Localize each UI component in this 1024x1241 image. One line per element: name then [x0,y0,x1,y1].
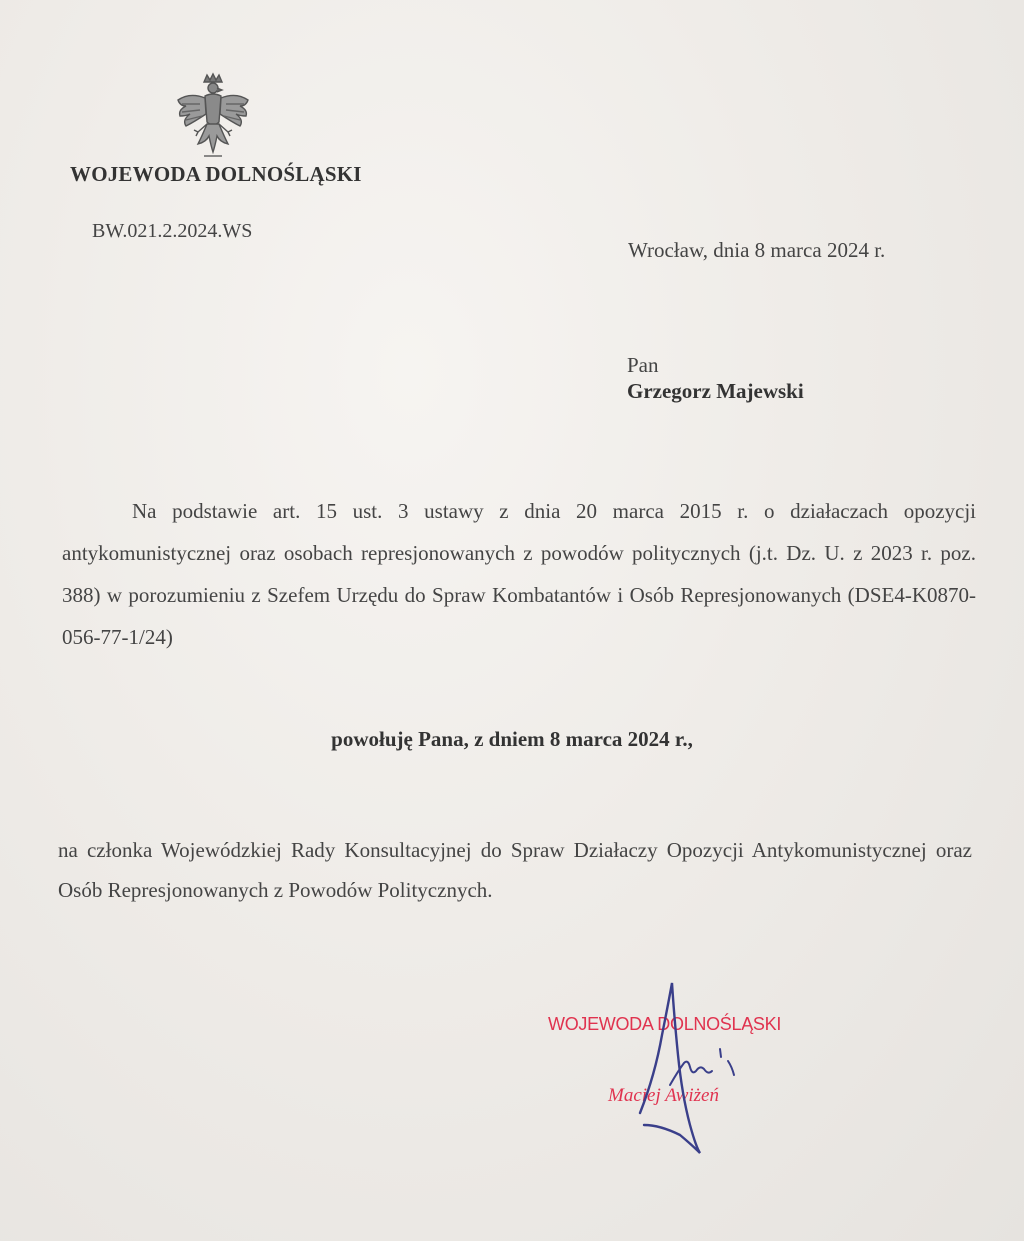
legal-basis-paragraph: Na podstawie art. 15 ust. 3 ustawy z dnia 20 marca 2015 r. o działaczach opozycji antykomunistycznej oraz osobach represjonowanych z powodów politycznych (j.t. Dz. U. z 2023 r. poz. 388) w porozumieniu z Szefem Urzędu do Spraw Kombatantów i Osób Represjonowanych (DSE4-K0870-056-77-1/24) [62,499,976,649]
appointment-decision: powołuję Pana, z dniem 8 marca 2024 r., [331,727,693,751]
handwritten-signature-icon [600,975,770,1160]
addressee-name: Grzegorz Majewski [627,379,804,403]
stamp-title: WOJEWODA DOLNOŚLĄSKI [548,1014,782,1034]
addressee-title: Pan [627,353,659,377]
stamp-signatory-name: Maciej Awiżeń [608,1085,719,1106]
appointment-role-paragraph: na członka Wojewódzkiej Rady Konsultacyjnej do Spraw Działaczy Opozycji Antykomunistycznej oraz Osób Represjonowanych z Powodów Politycznych. [58,838,972,902]
place-and-date: Wrocław, dnia 8 marca 2024 r. [628,238,886,262]
polish-eagle-emblem-icon [172,72,254,162]
issuing-authority: WOJEWODA DOLNOŚLĄSKI [70,162,362,186]
reference-number: BW.021.2.2024.WS [92,220,253,242]
